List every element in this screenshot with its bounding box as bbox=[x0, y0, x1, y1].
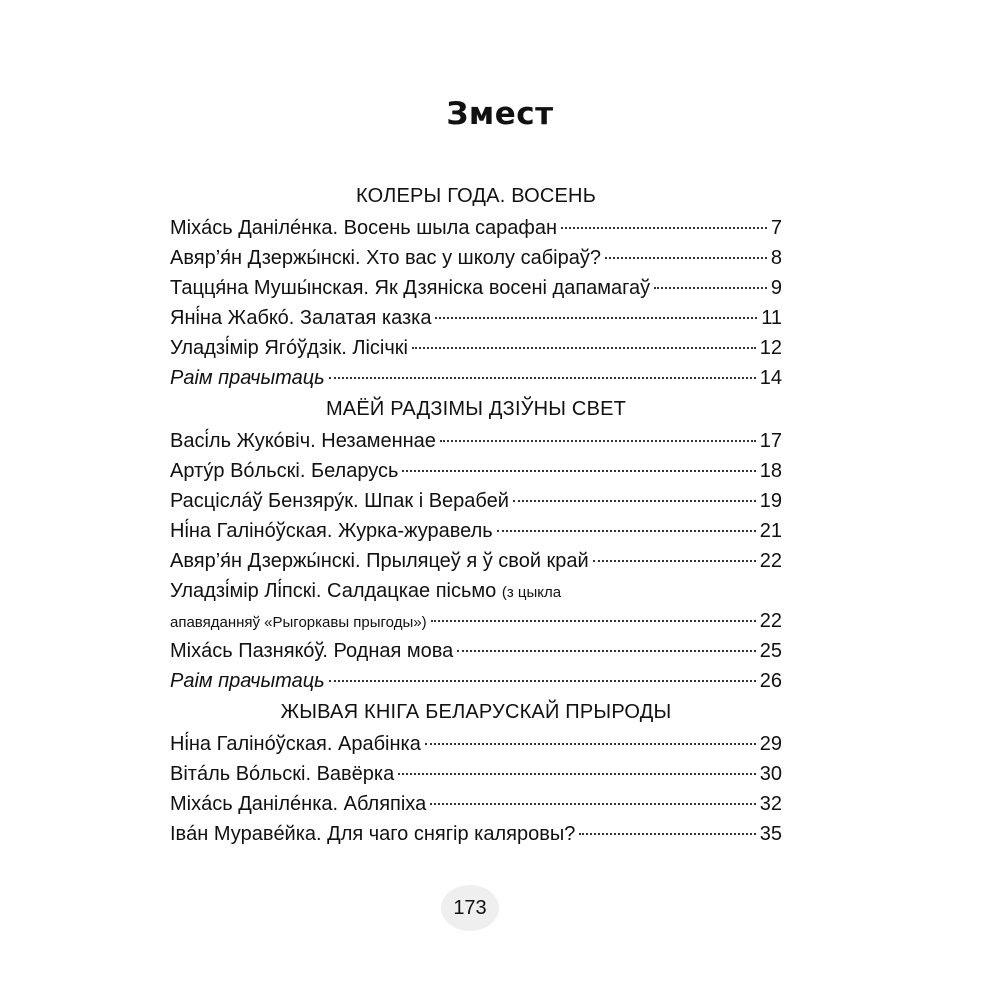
toc-entry-first-line[interactable] bbox=[170, 576, 782, 606]
entry-page: 22 bbox=[759, 610, 782, 632]
entry-continuation: апавяданняў «Рыгоркавы прыгоды») bbox=[170, 614, 427, 631]
entry-page: 11 bbox=[761, 307, 782, 329]
entry-page: 8 bbox=[770, 247, 782, 269]
entry-title: Васі́ль Жукóвіч. Незаменнае bbox=[170, 430, 436, 452]
entry-page: 21 bbox=[759, 520, 782, 542]
entry-page: 22 bbox=[759, 550, 782, 572]
leader-dots bbox=[402, 469, 755, 472]
leader-dots bbox=[561, 226, 767, 229]
entry-title: Тацця́на Мушы́нская. Як Дзяніска восені дапамагаў bbox=[170, 277, 651, 299]
section-heading: МАЁЙ РАДЗІМЫ ДЗІЎНЫ СВЕТ bbox=[325, 398, 627, 420]
entry-page: 26 bbox=[759, 670, 782, 692]
toc-entry[interactable] bbox=[170, 516, 782, 546]
entry-title: Яні́на Жабкó. Залатая казка bbox=[170, 307, 432, 329]
toc-entry[interactable] bbox=[170, 729, 782, 759]
leader-dots bbox=[425, 742, 756, 745]
leader-dots bbox=[513, 499, 756, 502]
toc-entry[interactable] bbox=[170, 333, 782, 363]
entry-page: 12 bbox=[759, 337, 782, 359]
entry-title: Ні́на Галінóўская. Арабінка bbox=[170, 733, 421, 755]
leader-dots bbox=[457, 649, 755, 652]
toc-entry[interactable] bbox=[170, 213, 782, 243]
toc-entry[interactable] bbox=[170, 819, 782, 849]
entry-page: 19 bbox=[759, 490, 782, 512]
toc-entry[interactable] bbox=[170, 243, 782, 273]
section-heading: ЖЫВАЯ КНІГА БЕЛАРУСКАЙ ПРЫРОДЫ bbox=[280, 701, 672, 723]
toc-entry[interactable] bbox=[170, 546, 782, 576]
entry-page: 29 bbox=[759, 733, 782, 755]
entry-page: 25 bbox=[759, 640, 782, 662]
entry-title: Міхáсь Данілéнка. Абляпіха bbox=[170, 793, 427, 815]
leader-dots bbox=[593, 559, 756, 562]
entry-title: Расціслáў Бензяру́к. Шпак і Верабей bbox=[170, 490, 509, 512]
toc-entry[interactable] bbox=[170, 636, 782, 666]
entry-title: Міхáсь Данілéнка. Восень шыла сарафан bbox=[170, 217, 557, 239]
leader-dots bbox=[497, 529, 756, 532]
toc-entry[interactable] bbox=[170, 303, 782, 333]
toc-entry[interactable] bbox=[170, 606, 782, 636]
entry-title: Ні́на Галінóўская. Журка-журавель bbox=[170, 520, 493, 542]
entry-note: (з цыкла bbox=[501, 584, 562, 601]
entry-title: Авяр’я́н Дзержы́нскі. Прыляцеў я ў свой край bbox=[170, 550, 589, 572]
entry-title: Вітáль Вóльскі. Вавёрка bbox=[170, 763, 395, 785]
leader-dots bbox=[440, 439, 756, 442]
entry-page: 9 bbox=[770, 277, 782, 299]
page-number: 173 bbox=[441, 885, 499, 931]
page-title: Змест bbox=[446, 96, 554, 132]
entry-title: Івáн Муравéйка. Для чаго снягір каляровы? bbox=[170, 823, 576, 845]
toc-entry[interactable] bbox=[170, 456, 782, 486]
toc-entry[interactable] bbox=[170, 486, 782, 516]
leader-dots bbox=[654, 286, 767, 289]
entry-title: Уладзі́мір Лі́пскі. Салдацкае пісьмо bbox=[170, 580, 497, 602]
leader-dots bbox=[435, 316, 757, 319]
entry-title: Авяр’я́н Дзержы́нскі. Хто вас у школу сабіраў? bbox=[170, 247, 601, 269]
entry-title: Раім прачытаць bbox=[170, 670, 325, 692]
leader-dots bbox=[329, 376, 756, 379]
leader-dots bbox=[579, 832, 755, 835]
table-of-contents bbox=[170, 180, 782, 849]
entry-title: Арту́р Вóльскі. Беларусь bbox=[170, 460, 399, 482]
leader-dots bbox=[431, 619, 756, 622]
entry-title: Раім прачытаць bbox=[170, 367, 325, 389]
toc-entry[interactable] bbox=[170, 759, 782, 789]
entry-title: Міхáсь Пазнякóў. Родная мова bbox=[170, 640, 454, 662]
leader-dots bbox=[430, 802, 756, 805]
entry-page: 35 bbox=[759, 823, 782, 845]
leader-dots bbox=[412, 346, 756, 349]
toc-entry[interactable] bbox=[170, 363, 782, 393]
entry-title: Уладзі́мір Ягóўдзік. Лісічкі bbox=[170, 337, 408, 359]
entry-page: 30 bbox=[759, 763, 782, 785]
leader-dots bbox=[329, 679, 756, 682]
toc-entry[interactable] bbox=[170, 426, 782, 456]
section-heading: КОЛЕРЫ ГОДА. ВОСЕНЬ bbox=[355, 185, 597, 207]
entry-page: 18 bbox=[759, 460, 782, 482]
leader-dots bbox=[605, 256, 767, 259]
toc-entry[interactable] bbox=[170, 789, 782, 819]
entry-page: 17 bbox=[759, 430, 782, 452]
toc-entry[interactable] bbox=[170, 666, 782, 696]
toc-entry[interactable] bbox=[170, 273, 782, 303]
leader-dots bbox=[398, 772, 756, 775]
entry-page: 7 bbox=[770, 217, 782, 239]
entry-page: 32 bbox=[759, 793, 782, 815]
entry-page: 14 bbox=[759, 367, 782, 389]
